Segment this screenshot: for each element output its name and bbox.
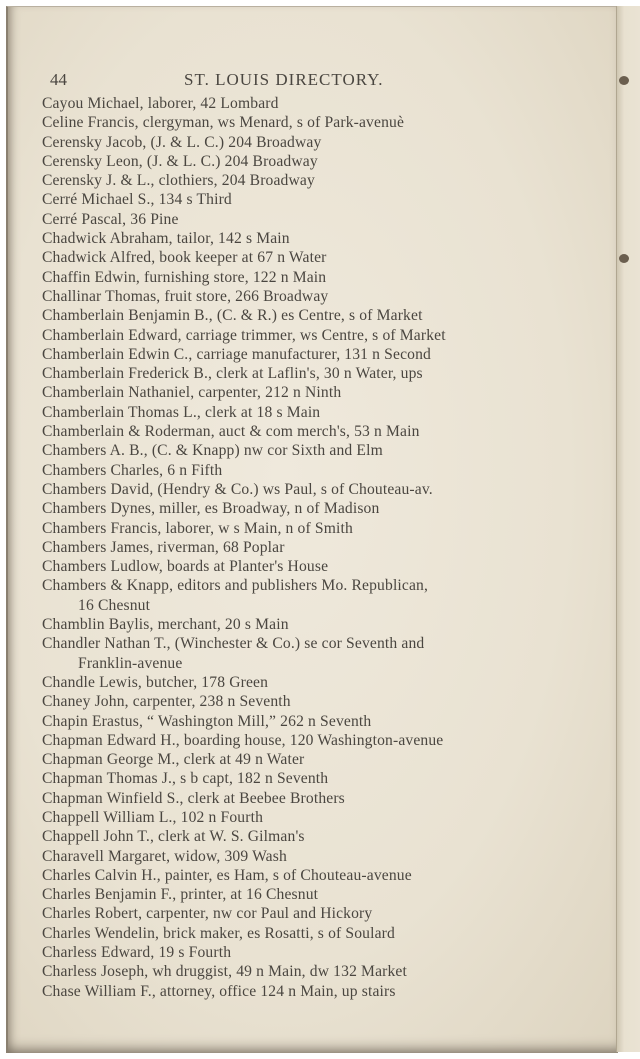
entry-text: Charavell Margaret, widow, 309 Wash [42, 847, 287, 865]
directory-entry [42, 943, 562, 962]
directory-entry [42, 268, 562, 287]
entry-text: Charless Edward, 19 s Fourth [42, 944, 232, 962]
entry-text: Celine Francis, clergyman, ws Menard, s of Park-avenuè [42, 114, 405, 132]
entry-text: Cerré Pascal, 36 Pine [42, 210, 179, 228]
directory-entry [42, 287, 562, 306]
directory-entry [42, 364, 562, 383]
directory-entry [42, 480, 562, 499]
directory-entry [42, 190, 562, 209]
directory-entry [42, 576, 562, 615]
entry-text: Chamblin Baylis, merchant, 20 s Main [42, 616, 289, 634]
directory-entry [42, 731, 562, 750]
directory-entry [42, 634, 562, 673]
directory-entry [42, 615, 562, 634]
entry-text: Chambers David, (Hendry & Co.) ws Paul, s of Chouteau-av. [42, 480, 433, 498]
page-number: 44 [50, 70, 67, 89]
entry-text: Charles Robert, carpenter, nw cor Paul and Hickory [42, 905, 373, 923]
directory-entry [42, 326, 562, 345]
entry-text: Chambers Francis, laborer, w s Main, n of Smith [42, 519, 353, 537]
entry-text: Chamberlain Edward, carriage trimmer, ws Centre, s of Market [42, 326, 446, 344]
directory-entry [42, 750, 562, 769]
directory-entry [42, 538, 562, 557]
directory-entry [42, 306, 562, 325]
entry-text: Chambers Dynes, miller, es Broadway, n of Madison [42, 500, 380, 518]
entry-text: Chamberlain Thomas L., clerk at 18 s Main [42, 403, 321, 421]
entry-text: Charless Joseph, wh druggist, 49 n Main, dw 132 Market [42, 963, 407, 981]
entry-text: Charles Wendelin, brick maker, es Rosatti, s of Soulard [42, 924, 395, 942]
directory-entry [42, 133, 562, 152]
directory-entries [42, 94, 562, 1001]
directory-entry [42, 229, 562, 248]
directory-entry [42, 962, 562, 981]
entry-text: Chambers James, riverman, 68 Poplar [42, 538, 285, 556]
page-header [50, 70, 560, 92]
directory-entry [42, 94, 562, 113]
entry-text: Charles Benjamin F., printer, at 16 Chesnut [42, 886, 319, 904]
directory-entry [42, 152, 562, 171]
entry-text: Chase William F., attorney, office 124 n Main, up stairs [42, 982, 396, 1000]
directory-entry [42, 847, 562, 866]
directory-entry [42, 345, 562, 364]
directory-entry [42, 499, 562, 518]
entry-text: Charles Calvin H., painter, es Ham, s of Chouteau-avenue [42, 866, 412, 884]
entry-text: Cerré Michael S., 134 s Third [42, 191, 232, 209]
directory-entry [42, 808, 562, 827]
running-head: ST. LOUIS DIRECTORY. [184, 70, 384, 89]
directory-entry [42, 210, 562, 229]
entry-text: Chandler Nathan T., (Winchester & Co.) se cor Seventh and [42, 635, 425, 653]
entry-text: Chambers A. B., (C. & Knapp) nw cor Sixth and Elm [42, 442, 383, 460]
directory-entry [42, 673, 562, 692]
entry-text: Chaney John, carpenter, 238 n Seventh [42, 693, 291, 711]
binding-hole-icon [619, 76, 629, 85]
entry-text: Chappell William L., 102 n Fourth [42, 808, 264, 826]
directory-entry [42, 248, 562, 267]
directory-entry [42, 171, 562, 190]
directory-entry [42, 827, 562, 846]
entry-text: Chamberlain Edwin C., carriage manufacturer, 131 n Second [42, 345, 431, 363]
directory-entry [42, 383, 562, 402]
directory-entry [42, 924, 562, 943]
directory-entry [42, 441, 562, 460]
directory-entry [42, 461, 562, 480]
directory-entry [42, 403, 562, 422]
entry-continuation: Franklin-avenue [78, 654, 183, 672]
entry-text: Chappell John T., clerk at W. S. Gilman's [42, 828, 305, 846]
directory-entry [42, 982, 562, 1001]
directory-entry [42, 885, 562, 904]
directory-entry [42, 692, 562, 711]
entry-text: Chamberlain Nathaniel, carpenter, 212 n Ninth [42, 384, 342, 402]
entry-text: Chapman Edward H., boarding house, 120 Washington-avenue [42, 731, 444, 749]
entry-text: Cerensky J. & L., clothiers, 204 Broadway [42, 172, 315, 190]
entry-text: Chapman Thomas J., s b capt, 182 n Seventh [42, 770, 329, 788]
entry-text: Chadwick Abraham, tailor, 142 s Main [42, 230, 290, 248]
entry-text: Chandle Lewis, butcher, 178 Green [42, 673, 269, 691]
entry-text: Chambers Charles, 6 n Fifth [42, 461, 223, 479]
directory-entry [42, 557, 562, 576]
directory-entry [42, 789, 562, 808]
entry-text: Cayou Michael, laborer, 42 Lombard [42, 95, 279, 112]
entry-text: Chamberlain Frederick B., clerk at Laflin's, 30 n Water, ups [42, 365, 423, 383]
entry-text: Chamberlain Benjamin B., (C. & R.) es Centre, s of Market [42, 307, 423, 325]
entry-text: Chaffin Edwin, furnishing store, 122 n Main [42, 268, 327, 286]
entry-text: Chambers Ludlow, boards at Planter's House [42, 558, 329, 576]
entry-continuation: 16 Chesnut [78, 596, 151, 614]
book-spine [616, 6, 640, 1052]
directory-entry [42, 712, 562, 731]
entry-text: Cerensky Leon, (J. & L. C.) 204 Broadway [42, 152, 318, 170]
binding-hole-icon [619, 254, 629, 263]
entry-text: Chambers & Knapp, editors and publishers Mo. Republican, [42, 577, 429, 595]
entry-text: Chamberlain & Roderman, auct & com merch's, 53 n Main [42, 423, 420, 441]
entry-text: Challinar Thomas, fruit store, 266 Broadway [42, 287, 329, 305]
entry-text: Chapman George M., clerk at 49 n Water [42, 751, 305, 769]
entry-text: Chapman Winfield S., clerk at Beebee Brothers [42, 789, 345, 807]
directory-entry [42, 422, 562, 441]
directory-entry [42, 113, 562, 132]
entry-text: Cerensky Jacob, (J. & L. C.) 204 Broadway [42, 133, 322, 151]
directory-entry [42, 769, 562, 788]
directory-entry [42, 904, 562, 923]
entry-text: Chadwick Alfred, book keeper at 67 n Water [42, 249, 327, 267]
directory-entry [42, 866, 562, 885]
entry-text: Chapin Erastus, “ Washington Mill,” 262 n Seventh [42, 712, 372, 730]
directory-entry [42, 519, 562, 538]
